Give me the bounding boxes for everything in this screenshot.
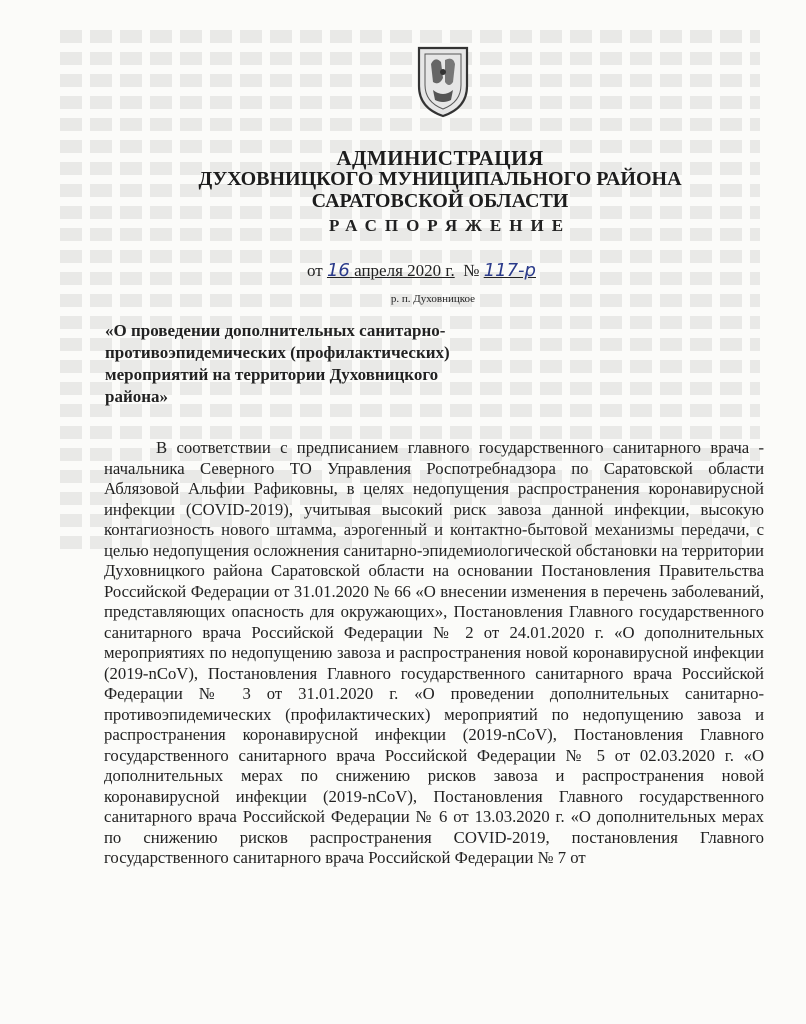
body-paragraph: В соответствии с предписанием главного государственного санитарного врача - начальника Северного ТО Управления Роспотребнадзора по Саратовской области Аблязовой Альфии Рафиковны, в целях недопущения распространения коронавирусной инфекции (COVID-2019), учитывая высокий риск завоза данной инфекции, высокую контагиозность нового штамма, аэрогенный и контактно-бытовой механизмы передачи, с целью недопущения осложнения санитарно-эпидемиологической обстановки на территории Духовницкого района Саратовской области на основании Постановления Правительства Российской Федерации от 31.01.2020 № 66 «О внесении изменения в перечень заболеваний, представляющих опасность для окружающих», Постановления Главного государственного санитарного врача Российской Федерации № 2 от 24.01.2020 г. «О дополнительных мероприятиях по недопущению завоза и распространения новой коронавирусной инфекции (2019-nCoV), Постановления Главного государственного санитарного врача Российской Федерации № 3 от 31.01.2020 г. «О проведении дополнительных санитарно-противоэпидемических (профилактических) мероприятий по недопущению завоза и распространения коронавирусной инфекции (2019-nCoV), Постановления Главного государственного санитарного врача Российской Федерации № 5 от 02.03.2020 г. «О дополнительных мерах по снижению рисков завоза и распространения новой коронавирусной инфекции (2019-nCoV), Постановления Главного государственного санитарного врача Российской Федерации № 6 от 13.03.2020 г. «О дополнительных мерах по снижению рисков распространения COVID-2019, постановления Главного государственного санитарного врача Российской Федерации № 7 от (104, 438, 764, 867)
document-subject: «О проведении дополнительных санитарно-противоэпидемических (профилактических) мероприятий на территории Духовницкого района» (105, 321, 450, 406)
header-administration: АДМИНИСТРАЦИЯ (336, 146, 544, 170)
place-of-issue: р. п. Духовницкое (390, 293, 476, 305)
document-body (104, 438, 764, 869)
date-number-line (307, 260, 536, 281)
date-month-year: апреля 2020 г. (354, 261, 455, 280)
document-number-handwritten: 117-р (483, 260, 536, 281)
coat-of-arms-icon (413, 42, 473, 118)
date-day-handwritten: 16 (326, 260, 350, 281)
number-sign: № (463, 261, 480, 280)
document-type-title: РАСПОРЯЖЕНИЕ (328, 216, 572, 235)
date-prefix: от (307, 261, 323, 280)
header-region: САРАТОВСКОЙ ОБЛАСТИ (311, 190, 569, 212)
header-district: ДУХОВНИЦКОГО МУНИЦИПАЛЬНОГО РАЙОНА (198, 168, 682, 190)
